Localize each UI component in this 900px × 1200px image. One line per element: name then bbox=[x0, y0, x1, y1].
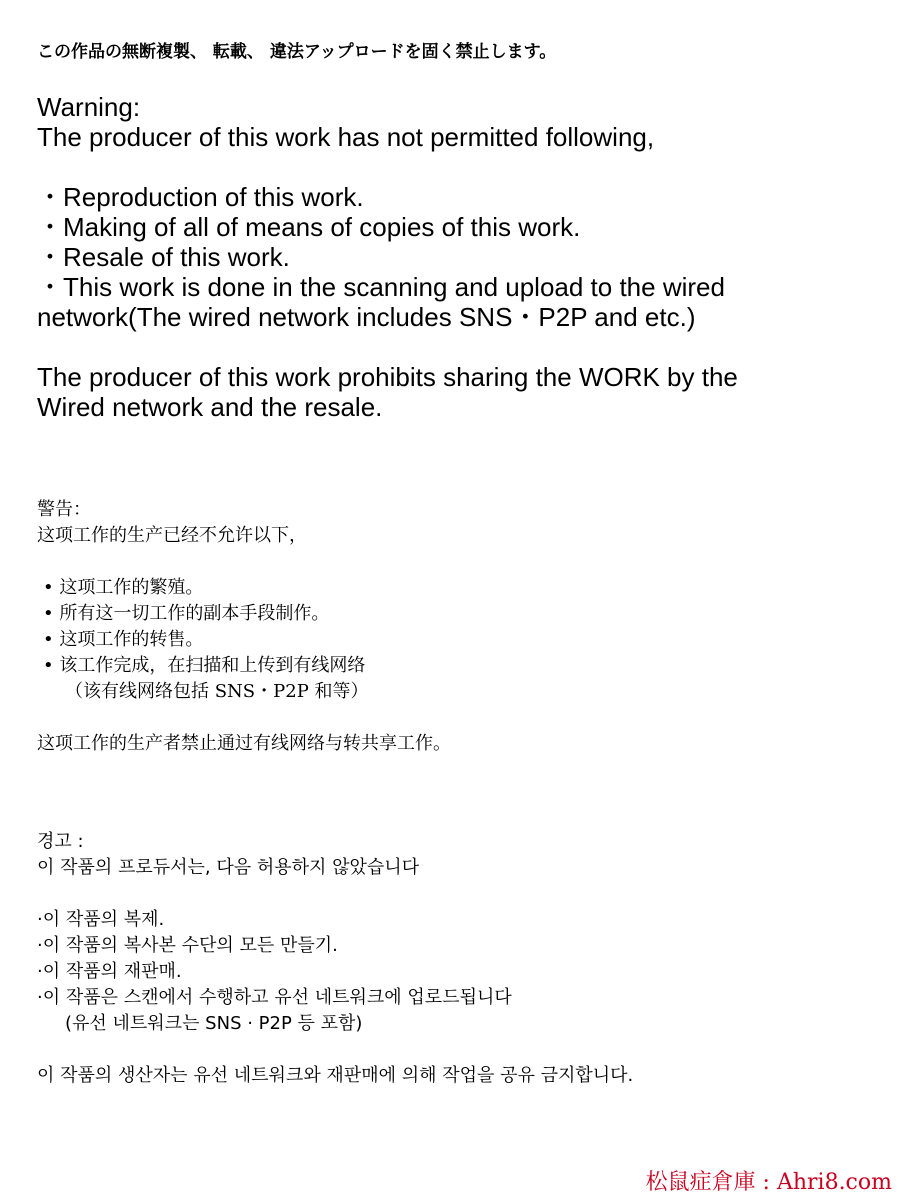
korean-warning-section bbox=[37, 829, 857, 1089]
chinese-item-upload: • 该工作完成，在扫描和上传到有线网络 bbox=[43, 655, 366, 676]
chinese-item-resale: • 这项工作的转售。 bbox=[43, 629, 204, 650]
chinese-closing: 这项工作的生产者禁止通过有线网络与转共享工作。 bbox=[37, 733, 451, 754]
chinese-item-copies: • 所有这一切工作的副本手段制作。 bbox=[43, 603, 330, 624]
korean-heading: 경고 : bbox=[37, 831, 84, 852]
english-item-upload-cont: network(The wired network includes SNS・P2P and etc.) bbox=[37, 302, 696, 332]
korean-item-upload-cont: (유선 네트워크는 SNS · P2P 등 포함) bbox=[65, 1013, 363, 1034]
jp-notice: この作品の無断複製、 転載、 違法アップロードを固く禁止します。 bbox=[37, 42, 557, 62]
watermark: 松鼠症倉庫 : Ahri8.com bbox=[645, 1170, 892, 1195]
english-intro: The producer of this work has not permitted following, bbox=[37, 122, 655, 152]
chinese-warning-section bbox=[37, 497, 857, 757]
english-item-resale: ・Resale of this work. bbox=[37, 242, 290, 272]
english-item-upload: ・This work is done in the scanning and upload to the wired bbox=[37, 272, 725, 302]
english-heading: Warning: bbox=[37, 92, 141, 122]
korean-item-resale: ·이 작품의 재판매. bbox=[37, 961, 182, 982]
korean-item-reproduction: ·이 작품의 복제. bbox=[37, 909, 165, 930]
korean-closing: 이 작품의 생산자는 유선 네트워크와 재판매에 의해 작업을 공유 금지합니다. bbox=[37, 1065, 634, 1086]
chinese-item-reproduction: • 这项工作的繁殖。 bbox=[43, 577, 204, 598]
chinese-heading: 警告： bbox=[37, 499, 91, 520]
english-warning-section bbox=[37, 92, 877, 422]
english-closing-line-1: The producer of this work prohibits sharing the WORK by the bbox=[37, 362, 738, 392]
korean-item-upload: ·이 작품은 스캔에서 수행하고 유선 네트워크에 업로드됩니다 bbox=[37, 987, 512, 1008]
chinese-item-upload-cont: （该有线网络包括 SNS・P2P 和等） bbox=[65, 681, 369, 702]
korean-item-copies: ·이 작품의 복사본 수단의 모든 만들기. bbox=[37, 935, 338, 956]
english-item-copies: ・Making of all of means of copies of this work. bbox=[37, 212, 581, 242]
english-closing-line-2: Wired network and the resale. bbox=[37, 392, 383, 422]
chinese-intro: 这项工作的生产已经不允许以下， bbox=[37, 525, 307, 546]
english-item-reproduction: ・Reproduction of this work. bbox=[37, 182, 364, 212]
korean-intro: 이 작품의 프로듀서는, 다음 허용하지 않았습니다 bbox=[37, 857, 420, 878]
